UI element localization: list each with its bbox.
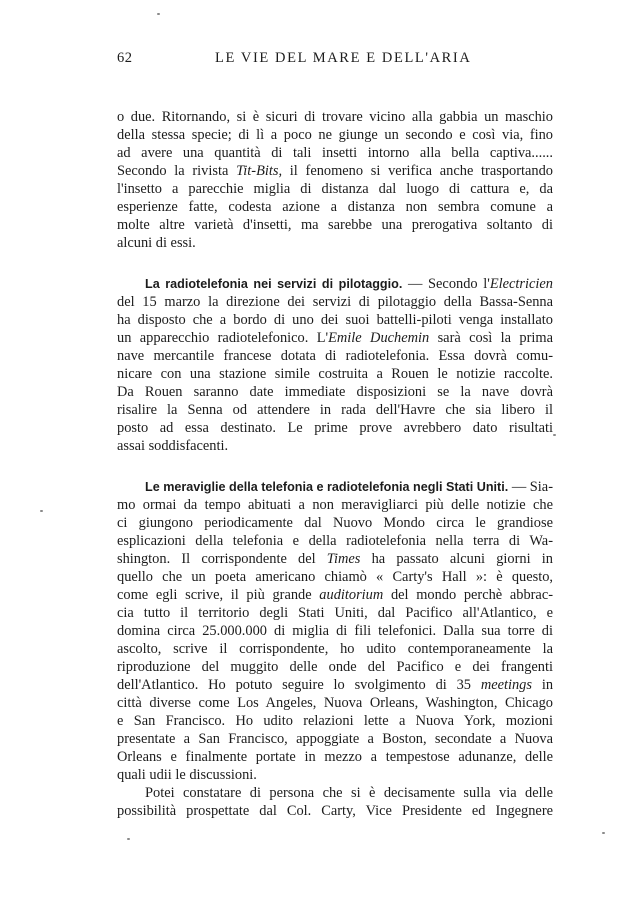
- text-line: esperienze fatte, codesta azione a distanza non sembra comune a: [117, 199, 553, 215]
- ship-name: Emile Duchemin: [328, 330, 430, 346]
- text-line: shington. Il corrispondente del Times ha passato alcuni giorni in: [117, 551, 553, 567]
- text-line: Potei constatare di persona che si è decisamente sulla via delle: [145, 785, 553, 801]
- text-line: assai soddisfacenti.: [117, 438, 229, 454]
- scan-speck: [602, 832, 605, 834]
- text-line: possibilità prospettate dal Col. Carty, Vice Presidente ed Ingegnere: [117, 803, 553, 819]
- text-line: ad avere una quantità di tali insetti intorno alla bella captiva......: [117, 145, 553, 161]
- text-line: ha disposto che a bordo di uno dei suoi battelli-piloti venga installato: [117, 312, 553, 328]
- scan-speck: [40, 510, 43, 512]
- section-heading: La radiotelefonia nei servizi di pilotaggio.: [145, 277, 403, 291]
- text-line: del 15 marzo la direzione dei servizi di pilotaggio della Bassa-Senna: [117, 294, 553, 310]
- text-line: riproduzione del muggito delle onde del Pacifico e dei frangenti: [117, 659, 553, 675]
- section-heading-line: La radiotelefonia nei servizi di pilotaggio. — Secondo l'Electricien: [145, 276, 553, 292]
- section-heading-line: Le meraviglie della telefonia e radiotelefonia negli Stati Uniti. — Sia-: [145, 479, 553, 495]
- magazine-title: Tit-Bits,: [236, 163, 283, 179]
- text-line: città diverse come Los Angeles, Nuova Orleans, Washington, Chicago: [117, 695, 553, 711]
- text-line: nicare con una stazione simile costruita a Rouen le notizie raccolte.: [117, 366, 553, 382]
- text-line: come egli scrive, il più grande auditorium del mondo perchè abbrac-: [117, 587, 553, 603]
- text-line: ascolto, scrive il corrispondente, ho udito contemporaneamente la: [117, 641, 553, 657]
- text-line: Orleans e finalmente portate in mezzo a tempestose adunanze, delle: [117, 749, 553, 765]
- text-line: un apparecchio radiotelefonico. L'Emile Duchemin sarà così la prima: [117, 330, 553, 346]
- text-line: Da Rouen saranno date immediate disposizioni se la nave dovrà: [117, 384, 553, 400]
- text-line: e San Francisco. Ho udito relazioni lette a Nuova York, mozioni: [117, 713, 553, 729]
- text-line: esplicazioni della telefonia e della radiotelefonia nella terra di Wa-: [117, 533, 553, 549]
- text-line: Secondo la rivista Tit-Bits, il fenomeno si verifica anche trasportando: [117, 163, 553, 179]
- text-line: presentate a San Francisco, appoggiate a Boston, secondate a Nuova: [117, 731, 553, 747]
- running-title: LE VIE DEL MARE E DELL'ARIA: [215, 50, 472, 66]
- text-line: domina circa 25.000.000 di miglia di fili telefonici. Dalla sua torre di: [117, 623, 553, 639]
- text-line: quali udii le discussioni.: [117, 767, 257, 783]
- text-line: l'insetto a parecchie miglia di distanza dal luogo di cattura e, da: [117, 181, 553, 197]
- page-number: 62: [117, 50, 133, 66]
- text-line: alcuni di essi.: [117, 235, 196, 251]
- text-line: posto ad essa destinato. Le prime prove avrebbero dato risultati: [117, 420, 553, 436]
- scan-speck: [157, 13, 160, 15]
- text-line: quello che un poeta americano chiamò « Carty's Hall »: è questo,: [117, 569, 553, 585]
- section-heading: Le meraviglie della telefonia e radiotelefonia negli Stati Uniti.: [145, 480, 509, 494]
- text-line: nave mercantile francese dotata di radiotelefonia. Essa dovrà comu-: [117, 348, 553, 364]
- text-line: dell'Atlantico. Ho potuto seguire lo svolgimento di 35 meetings in: [117, 677, 554, 693]
- text-line: ci giungono periodicamente dal Nuovo Mondo circa le grandiose: [117, 515, 553, 531]
- text-line: molte altre varietà d'insetti, ma sarebbe una prerogativa soltanto di: [117, 217, 553, 233]
- scan-speck: [553, 434, 556, 436]
- text-line: o due. Ritornando, si è sicuri di trovare vicino alla gabbia un maschio: [117, 109, 553, 125]
- text-line: della stessa specie; di lì a poco ne giunge un secondo e così via, fino: [117, 127, 553, 143]
- scan-speck: [127, 838, 130, 840]
- text-line: risalire la Senna od attendere in rada dell'Havre che sia libero il: [117, 402, 553, 418]
- text-line: mo ormai da tempo abituati a non meravigliarci più delle notizie che: [117, 497, 553, 513]
- newspaper-title: Times: [326, 551, 361, 567]
- running-header: [117, 50, 553, 67]
- text-line: cia tutto il territorio degli Stati Uniti, dal Pacifico all'Atlantico, e: [117, 605, 553, 621]
